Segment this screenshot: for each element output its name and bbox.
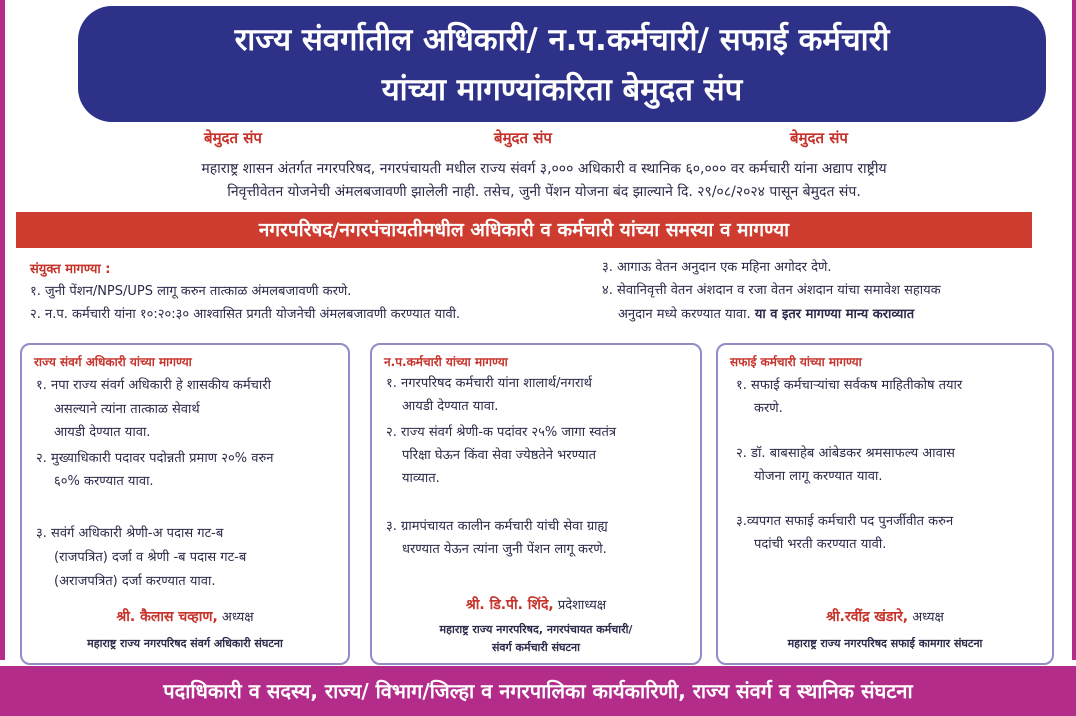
joint-demand-4-note: या व इतर मागण्या मान्य कराव्यात — [754, 307, 915, 322]
signatory-name: श्री. डि.पी. शिंदे, — [465, 597, 554, 613]
left-border — [0, 0, 5, 660]
demand-line: २. डॉ. बाबसाहेब आंबेडकर श्रमसाफल्य आवास — [736, 446, 955, 461]
demand-line: असल्याने त्यांना तात्काळ सेवार्थ — [54, 402, 200, 417]
demand-line: ३.व्यपगत सफाई कर्मचारी पद पुनर्जीवीत करुन — [736, 514, 954, 529]
right-border — [1072, 0, 1076, 660]
demand-line: १. सफाई कर्मचाऱ्यांचा सर्वकष माहितीकोष तयार — [736, 378, 963, 393]
organization-name-line-2: संवर्ग कर्मचारी संघटना — [491, 641, 581, 654]
demand-line: (अराजपत्रित) दर्जा करण्यात यावा. — [54, 574, 216, 589]
demand-line: १. नगरपरिषद कर्मचारी यांना शालार्थ/नगरार्थ — [386, 376, 592, 391]
organization-name: महाराष्ट्र राज्य नगरपरिषद सफाई कामगार संघटना — [787, 637, 983, 650]
signatory — [22, 607, 348, 626]
signatory-name: श्री. कैलास चव्हाण, — [116, 609, 218, 625]
joint-demand-2: २. न.प. कर्मचारी यांना १०:२०:३० आश्वासित प्रगती योजनेची अंमलबजावणी करण्यात यावी. — [30, 307, 461, 322]
organization-name-line-1: महाराष्ट्र राज्य नगरपरिषद, नगरपंचायत कर्मचारी/ — [439, 623, 633, 636]
signatory-role: अध्यक्ष — [221, 610, 254, 625]
title-line-2: यांच्या मागण्यांकरिता बेमुदत संप — [381, 72, 743, 108]
strike-label-left: बेमुदत संप — [204, 129, 262, 147]
demand-line: धरण्यात येऊन त्यांना जुनी पेंशन लागू करणे. — [402, 542, 607, 557]
joint-demand-1: १. जुनी पेंशन/NPS/UPS लागू करुन तात्काळ अंमलबजावणी करणे. — [30, 284, 352, 299]
demand-line: ३. सवंर्ग अधिकारी श्रेणी-अ पदास गट-ब — [36, 526, 224, 541]
signatory — [372, 595, 700, 614]
issues-banner: नगरपरिषद/नगरपंचायतीमधील अधिकारी व कर्मचारी यांच्या समस्या व मागण्या — [16, 212, 1032, 248]
box-heading: न.प.कर्मचारी यांच्या मागण्या — [384, 355, 508, 369]
demand-line: (राजपत्रित) दर्जा व श्रेणी -ब पदास गट-ब — [54, 550, 247, 565]
demand-line: परिक्षा घेऊन किंवा सेवा ज्येष्ठतेने भरण्यात — [402, 448, 597, 463]
box-state-cadre-officers — [20, 343, 350, 665]
footer-banner: पदाधिकारी व सदस्य, राज्य/ विभाग/जिल्हा व नगरपालिका कार्यकारिणी, राज्य संवर्ग व स्थानिक संघटना — [0, 666, 1076, 716]
strike-label-right: बेमुदत संप — [790, 129, 848, 147]
joint-demand-3: ३. आगाऊ वेतन अनुदान एक महिना अगोदर देणे. — [602, 260, 832, 275]
demand-line: १. नपा राज्य संवर्ग अधिकारी हे शासकीय कर्मचारी — [36, 378, 271, 393]
signatory-role: अध्यक्ष — [912, 610, 944, 625]
strike-label-center: बेमुदत संप — [494, 129, 552, 147]
intro-line-2: निवृत्तीवेतन योजनेची अंमलबजावणी झालेली नाही. तसेच, जुनी पेंशन योजना बंद झाल्याने दि. २९/०८/२०२४ पासून बेमुदत संप. — [227, 184, 861, 200]
demand-line: पदांची भरती करण्यात यावी. — [754, 537, 887, 552]
demand-line: ३. ग्रामपंचायत कालीन कर्मचारी यांची सेवा ग्राह्य — [386, 519, 608, 534]
demand-line: ६०% करण्यात यावा. — [54, 474, 154, 489]
joint-demands-heading: संयुक्त मागण्या : — [30, 262, 111, 277]
demand-line: योजना लागू करण्यात यावा. — [754, 469, 883, 484]
box-sanitation-workers — [716, 343, 1054, 665]
joint-demand-4-line-1: ४. सेवानिवृत्ती वेतन अंशदान व रजा वेतन अंशदान यांचा समावेश सहायक — [602, 283, 941, 298]
demand-line: २. मुख्याधिकारी पदावर पदोन्नती प्रमाण २०% वरुन — [36, 451, 274, 466]
demand-line: २. राज्य संवर्ग श्रेणी-क पदांवर २५% जागा स्वतंत्र — [386, 425, 617, 440]
demand-line: करणे. — [754, 401, 783, 416]
organization-name: महाराष्ट्र राज्य नगरपरिषद संवर्ग अधिकारी संघटना — [87, 637, 283, 650]
signatory — [718, 607, 1052, 626]
joint-demand-4-line-2 — [618, 305, 914, 325]
box-heading: सफाई कर्मचारी यांच्या मागण्या — [730, 355, 862, 369]
title-banner — [78, 6, 1046, 122]
intro-line-1: महाराष्ट्र शासन अंतर्गत नगरपरिषद, नगरपंचायती मधील राज्य संवर्ग ३,००० अधिकारी व स्थानिक ६०,००० वर कर्मचारी यांना अद्याप राष्ट्रीय — [201, 161, 887, 177]
demand-line: आयडी देण्यात यावा. — [54, 425, 151, 440]
demand-line: आयडी देण्यात यावा. — [402, 399, 499, 414]
signatory-name: श्री.रवींद्र खंडारे, — [826, 609, 909, 625]
joint-demand-4-text: अनुदान मध्ये करण्यात यावा. — [618, 307, 751, 322]
demand-line: याव्यात. — [402, 471, 440, 486]
box-municipal-employees — [370, 343, 702, 665]
box-heading: राज्य संवर्ग अधिकारी यांच्या मागण्या — [34, 355, 192, 369]
signatory-role: प्रदेशाध्यक्ष — [557, 598, 607, 613]
title-line-1: राज्य संवर्गातील अधिकारी/ न.प.कर्मचारी/ सफाई कर्मचारी — [234, 22, 890, 58]
